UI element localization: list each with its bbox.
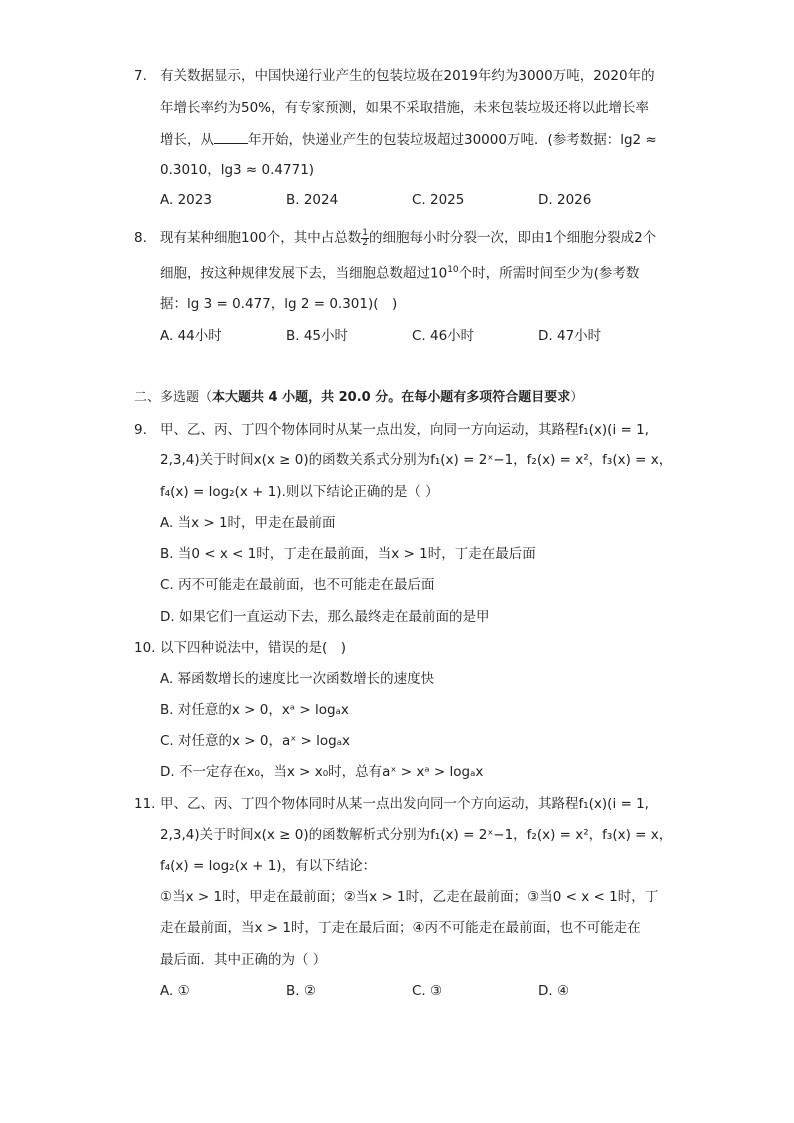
q8-option-b[interactable]: B. 45小时 — [286, 328, 349, 344]
q7-line-1: 有关数据显示，中国快递行业产生的包装垃圾在2019年约为3000万吨，2020年的 — [160, 68, 655, 84]
q9-line-2: 2,3,4)关于时间x(x ≥ 0)的函数关系式分别为f₁(x) = 2ˣ−1，f₂(x) = x²，f₃(x) = x， — [160, 452, 673, 468]
section-heading — [134, 388, 583, 408]
q7-line-3a: 增长，从 — [160, 132, 214, 148]
q8-option-d[interactable]: D. 47小时 — [538, 328, 602, 344]
q8-frac-num: 1 — [362, 227, 369, 238]
q7-number: 7. — [134, 68, 147, 84]
q10-option-c[interactable]: C. 对任意的x > 0，aˣ > logₐx — [160, 733, 350, 749]
q7-option-a[interactable]: A. 2023 — [160, 192, 212, 208]
q11-line-5: 走在最前面，当x > 1时，丁走在最后面；④丙不可能走在最前面，也不可能走在 — [160, 920, 641, 936]
q11-option-c[interactable]: C. ③ — [412, 983, 443, 999]
q7-line-3 — [160, 129, 657, 150]
q10-option-a[interactable]: A. 幂函数增长的速度比一次函数增长的速度快 — [160, 671, 435, 687]
q8-line-2a: 细胞，按这种规律发展下去，当细胞总数超过10 — [160, 265, 448, 282]
q9-option-a[interactable]: A. 当x > 1时，甲走在最前面 — [160, 515, 336, 531]
q9-line-3: f₄(x) = log₂(x + 1).则以下结论正确的是（ ） — [160, 484, 439, 500]
q9-line-1: 甲、乙、丙、丁四个物体同时从某一点出发，向同一方向运动，其路程f₁(x)(i = 1, — [160, 422, 649, 438]
q8-line-2 — [160, 260, 639, 284]
q8-line-2b: 个时，所需时间至少为(参考数 — [458, 265, 640, 282]
section-heading-a: 二、多选题（ — [134, 390, 213, 405]
q11-line-6: 最后面．其中正确的为（ ） — [160, 952, 327, 968]
q7-answer-blank[interactable] — [214, 129, 248, 144]
q8-exponent: 10 — [447, 265, 459, 275]
q7-option-d[interactable]: D. 2026 — [538, 192, 592, 208]
q10-number: 10. — [134, 640, 156, 656]
q10-option-d[interactable]: D. 不一定存在x₀，当x > x₀时，总有aˣ > xᵃ > logₐx — [160, 764, 484, 780]
q9-number: 9. — [134, 422, 147, 438]
q9-option-d[interactable]: D. 如果它们一直运动下去，那么最终走在最前面的是甲 — [160, 609, 490, 625]
q11-option-a[interactable]: A. ① — [160, 983, 190, 999]
section-heading-b: 本大题共 4 小题，共 20.0 分。在每小题有多项符合题目要求 — [212, 390, 571, 405]
q8-line-1b: 的细胞每小时分裂一次，即由1个细胞分裂成2个 — [369, 230, 657, 246]
q8-fraction — [361, 229, 369, 248]
q11-line-2: 2,3,4)关于时间x(x ≥ 0)的函数解析式分别为f₁(x) = 2ˣ−1，f₂(x) = x²，f₃(x) = x， — [160, 827, 673, 843]
q9-option-c[interactable]: C. 丙不可能走在最前面，也不可能走在最后面 — [160, 577, 435, 593]
q7-line-2: 年增长率约为50%，有专家预测，如果不采取措施，未来包装垃圾还将以此增长率 — [160, 100, 650, 116]
section-heading-c: ） — [570, 390, 584, 405]
q11-line-3: f₄(x) = log₂(x + 1)，有以下结论： — [160, 858, 377, 874]
q8-line-1 — [160, 228, 656, 248]
q8-frac-den: 2 — [362, 237, 369, 248]
q7-option-c[interactable]: C. 2025 — [412, 192, 465, 208]
q11-line-4: ①当x > 1时，甲走在最前面；②当x > 1时，乙走在最前面；③当0 < x < 1时，丁 — [160, 889, 659, 905]
q11-line-1: 甲、乙、丙、丁四个物体同时从某一点出发向同一个方向运动，其路程f₁(x)(i = 1, — [160, 796, 649, 812]
q7-option-b[interactable]: B. 2024 — [286, 192, 339, 208]
q7-line-3b: 年开始，快递业产生的包装垃圾超过30000万吨．(参考数据：lg2 ≈ — [248, 132, 657, 148]
q11-option-d[interactable]: D. ④ — [538, 983, 570, 999]
q8-option-a[interactable]: A. 44小时 — [160, 328, 222, 344]
q10-option-b[interactable]: B. 对任意的x > 0，xᵃ > logₐx — [160, 702, 349, 718]
q9-option-b[interactable]: B. 当0 < x < 1时，丁走在最前面，当x > 1时，丁走在最后面 — [160, 546, 536, 562]
q11-number: 11. — [134, 796, 156, 812]
q8-line-3: 据：lg 3 = 0.477，lg 2 = 0.301)( ) — [160, 296, 398, 312]
q8-line-1a: 现有某种细胞100个，其中占总数 — [160, 230, 362, 246]
q11-option-b[interactable]: B. ② — [286, 983, 316, 999]
q8-option-c[interactable]: C. 46小时 — [412, 328, 475, 344]
q8-number: 8. — [134, 230, 147, 246]
q10-stem: 以下四种说法中，错误的是( ) — [160, 640, 347, 656]
q7-line-4: 0.3010，lg3 ≈ 0.4771) — [160, 162, 315, 178]
